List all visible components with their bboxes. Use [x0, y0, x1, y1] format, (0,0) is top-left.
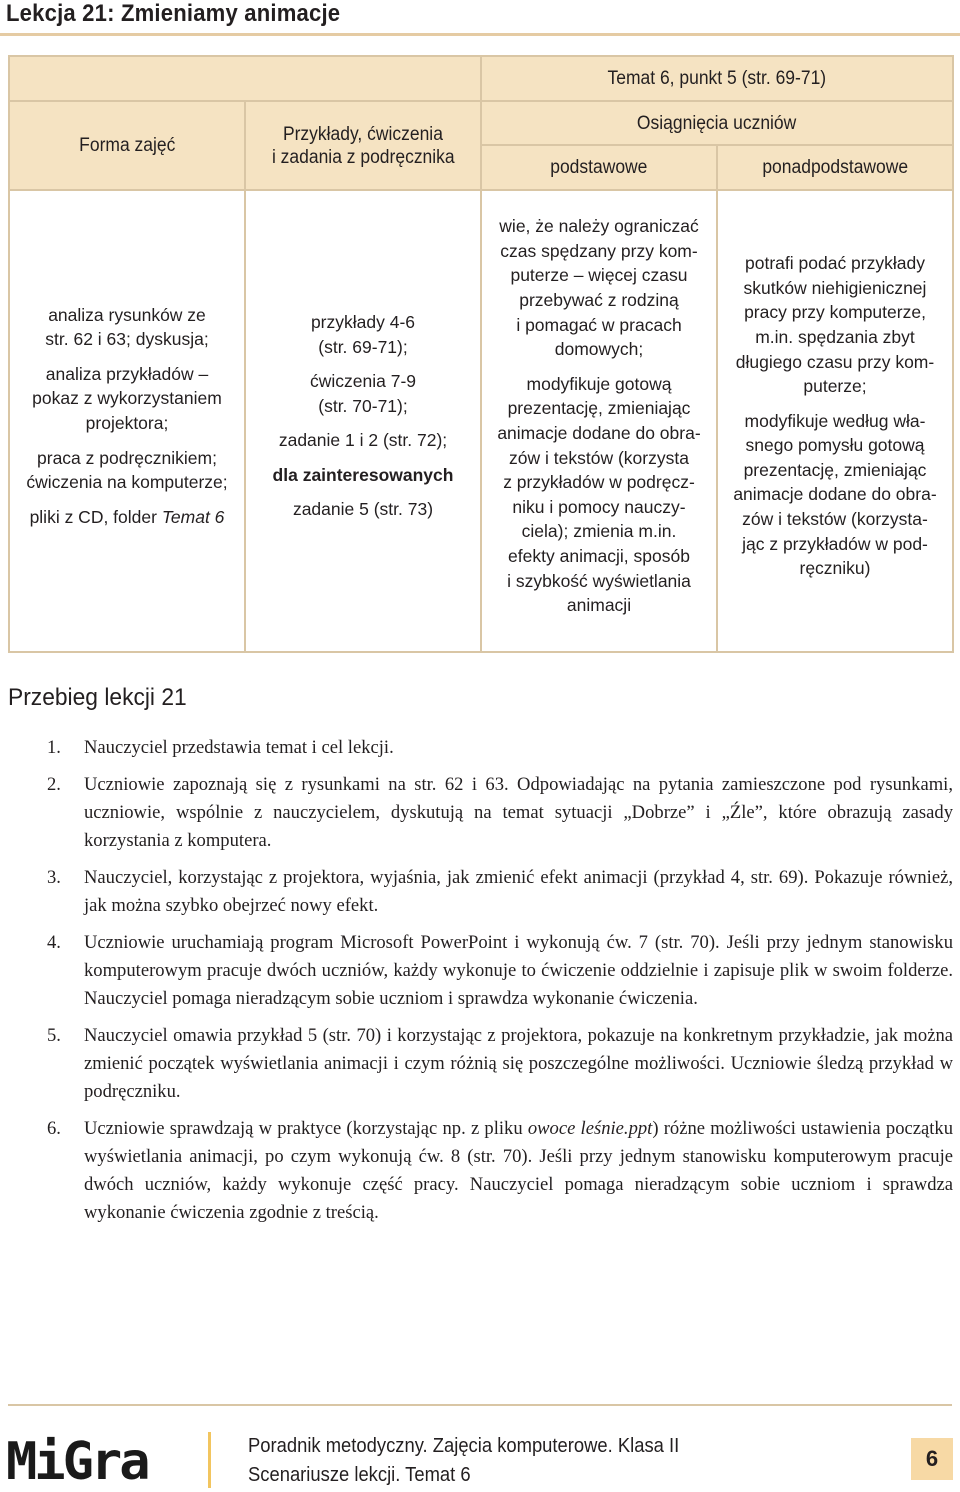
- ponadpodstawowe-cell: [717, 190, 953, 652]
- logo-divider: [208, 1432, 211, 1488]
- podstawowe-paragraph: modyfikuje gotową prezentację, zmieniając animacje dodane do obra- zów i tekstów (korzysta z przykładów w podręcz- niku i pomocy nauczy- ciela); zmienia m.in. efekty animacji, sposób i szybkość wyświetlania animacji: [497, 373, 701, 616]
- forma-paragraph: analiza przykładów – pokaz z wykorzystaniem projektora;: [32, 363, 222, 433]
- footer-book-title: Poradnik metodyczny. Zajęcia komputerowe. Klasa II: [248, 1435, 680, 1457]
- zainteresowani-label: dla zainteresowanych: [272, 464, 454, 485]
- lesson-steps-list: [0, 734, 953, 1236]
- przyklady-paragraph: zadanie 1 i 2 (str. 72);: [278, 430, 448, 451]
- ponadpodstawowe-paragraph: potrafi podać przykłady skutków niehigienicznej pracy przy komputerze, m.in. spędzania zbyt długiego czasu przy kom- puterze;: [735, 253, 935, 397]
- forma-paragraph: praca z podręcznikiem; ćwiczenia na komputerze;: [26, 447, 228, 493]
- lesson-title: Lekcja 21: Zmieniamy animacje: [6, 0, 341, 27]
- przyklady-paragraph: zadanie 5 (str. 73): [292, 499, 434, 520]
- osiagniecia-header: Osiągnięcia uczniów: [481, 101, 953, 145]
- lesson-plan-table: [8, 55, 954, 653]
- ponadpodstawowe-header: ponadpodstawowe: [717, 145, 953, 190]
- footer-subtitle: Scenariusze lekcji. Temat 6: [248, 1464, 471, 1486]
- przyklady-header: Przykłady, ćwiczenia i zadania z podręcznika: [245, 101, 481, 190]
- forma-paragraph: analiza rysunków ze str. 62 i 63; dyskusja;: [45, 304, 209, 350]
- forma-cell: [9, 190, 245, 652]
- migra-logo: MiGra: [6, 1432, 148, 1492]
- podstawowe-header: podstawowe: [481, 145, 717, 190]
- list-item: 1. Nauczyciel przedstawia temat i cel lekcji.: [47, 737, 394, 758]
- empty-header-cell: [9, 56, 481, 101]
- title-underline: [0, 33, 960, 36]
- forma-paragraph: pliki z CD, folder Temat 6: [29, 506, 225, 527]
- file-name: owoce leśnie.ppt: [527, 1118, 653, 1139]
- przyklady-cell: [245, 190, 481, 652]
- footer-divider: [8, 1404, 952, 1406]
- list-item: 6. Uczniowie sprawdzają w praktyce (korzystając np. z pliku owoce leśnie.ppt) różne możliwości ustawienia początku wyświetlania animacji, po czym wykonują ćw. 8 (str. 70). Jeśli przy jednym stanowisku komputerowym pracuje dwóch uczniów, każdy wykonuje część pracy. Nauczyciel pomaga nieradzącym sobie uczniom i sprawdza wykonanie ćwiczenia zgodnie z treścią.: [47, 1118, 954, 1223]
- page-number: 6: [911, 1438, 953, 1480]
- przyklady-paragraph: przykłady 4-6 (str. 69-71);: [310, 311, 416, 357]
- topic-header: Temat 6, punkt 5 (str. 69-71): [481, 56, 953, 101]
- przebieg-title: Przebieg lekcji 21: [8, 684, 187, 711]
- list-item: 4. Uczniowie uruchamiają program Microsoft PowerPoint i wykonują ćw. 7 (str. 70). Jeśli przy jednym stanowisku komputerowym pracuje dwóch uczniów, każdy wykonuje to ćwiczenie oddzielnie i zapisuje plik w swoim folderze. Nauczyciel pomaga nieradzącym sobie uczniom i sprawdza wykonanie ćwiczenia.: [47, 932, 953, 1009]
- list-item: 2. Uczniowie zapoznają się z rysunkami na str. 62 i 63. Odpowiadając na pytania zamieszczone pod rysunkami, uczniowie, wspólnie z nauczycielem, dyskutują na temat sytuacji „Dobrze” i „Źle”, które obrazują zasady korzystania z komputera.: [47, 774, 953, 851]
- podstawowe-paragraph: wie, że należy ograniczać czas spędzany przy kom- puterze – więcej czasu przebywać z rodziną i pomagać w pracach domowych;: [499, 216, 699, 360]
- list-item: 3. Nauczyciel, korzystając z projektora, wyjaśnia, jak zmienić efekt animacji (przykład 4, str. 69). Pokazuje również, jak można szybko obejrzeć nowy efekt.: [47, 867, 953, 916]
- ponadpodstawowe-paragraph: modyfikuje według wła- snego pomysłu gotową prezentację, zmieniając animacje dodane do obra- zów i tekstów (korzysta- jąc z przykładów w pod- ręczniku): [733, 410, 937, 579]
- list-item: 5. Nauczyciel omawia przykład 5 (str. 70) i korzystając z projektora, pokazuje na konkretnym przykładzie, jak można zmienić początek wyświetlania animacji i czym różnią się poszczególne możliwości. Uczniowie śledzą przykład w podręczniku.: [47, 1025, 953, 1102]
- folder-name: Temat 6: [161, 506, 225, 527]
- przyklady-paragraph: ćwiczenia 7-9 (str. 70-71);: [309, 371, 417, 416]
- podstawowe-cell: [481, 190, 717, 652]
- forma-header: Forma zajęć: [9, 101, 245, 190]
